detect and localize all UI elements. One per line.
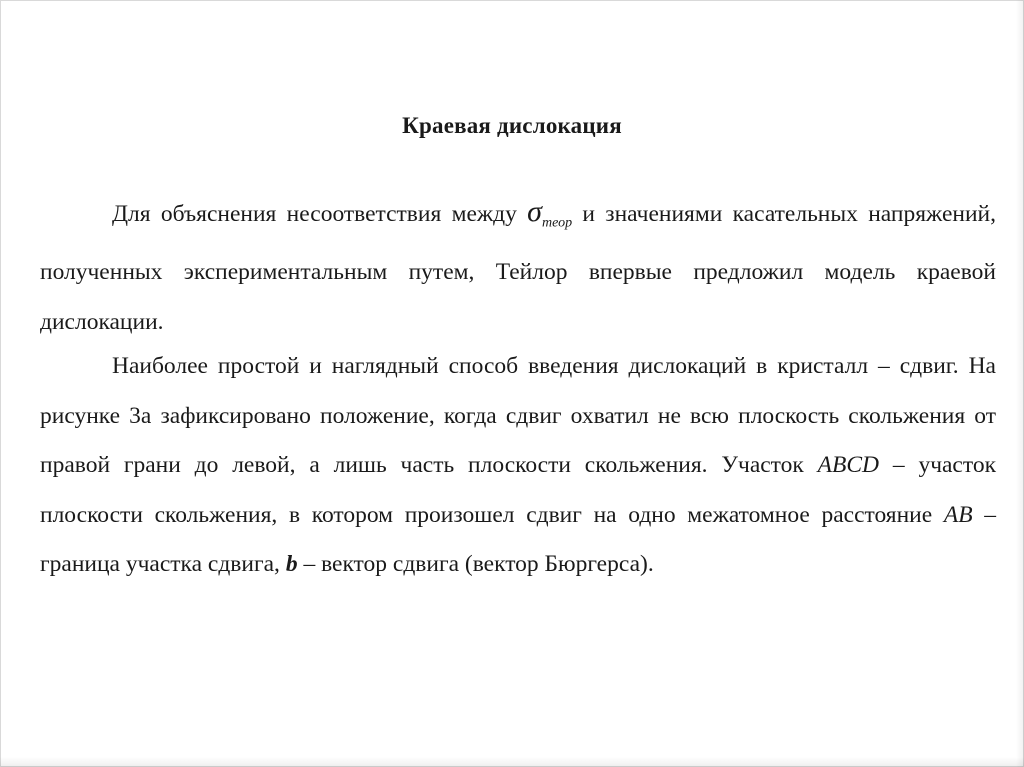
abcd-label: ABCD [817, 452, 880, 478]
paragraph-2 [40, 342, 996, 590]
sigma-subscript: теор [541, 215, 573, 231]
paragraph-1-text-start: Для объяснения несоответствия между [112, 201, 528, 227]
paragraph-2-part-3: – граница участка сдвига, [40, 501, 997, 577]
slide-shadow-bottom [0, 757, 1024, 767]
burgers-vector-symbol: b [285, 551, 298, 577]
paragraph-2-part-1: Наиболее простой и наглядный способ введения дислокаций в кристалл – сдвиг. На рисунке 3а зафиксировано положение, когда сдвиг охватил не всю плоскость скольжения от правой грани до левой, а лишь часть плоскости скольжения. Участок [40, 353, 996, 478]
sigma-symbol: σ [527, 195, 542, 228]
slide-title: Краевая дислокация [402, 113, 622, 138]
paragraph-1-text-end: и значениями касательных напряжений, полученных экспериментальным путем, Тейлор впервые предложил модель краевой дислокации. [40, 201, 997, 335]
paragraph-2-part-2: – участок плоскости скольжения, в котором произошел сдвиг на одно межатомное расстояние [40, 452, 996, 528]
paragraph-2-part-4: – вектор сдвига (вектор Бюргерса). [297, 551, 654, 577]
paragraph-1 [40, 190, 996, 347]
ab-label: AB [943, 501, 973, 528]
